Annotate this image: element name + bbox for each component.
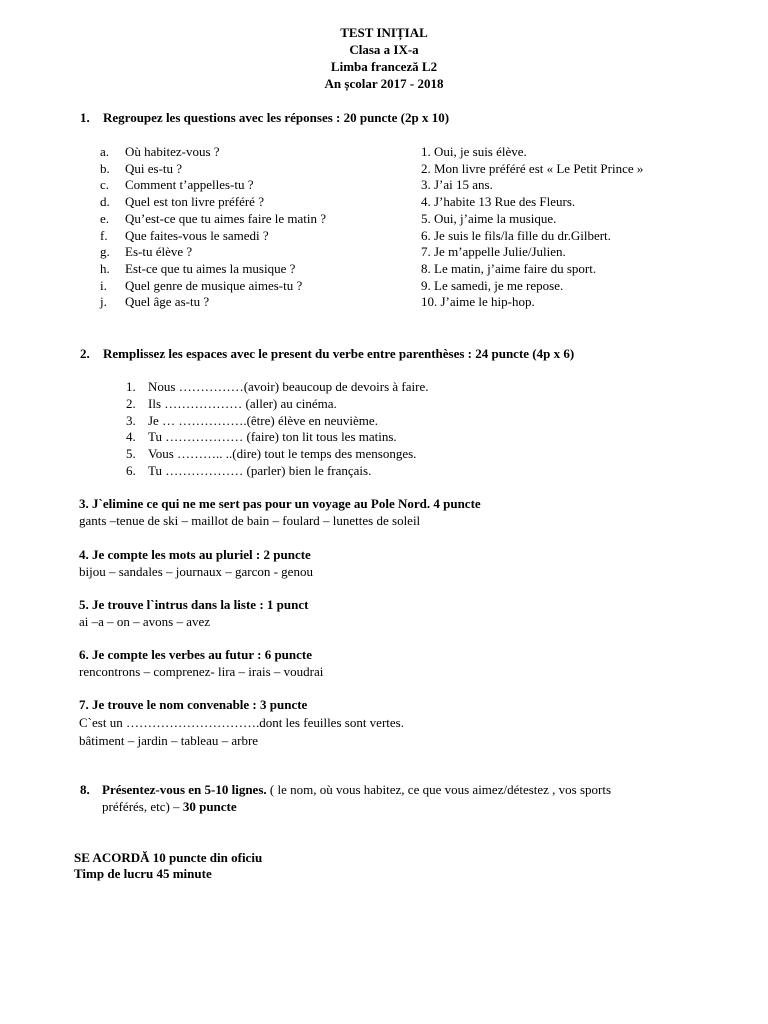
q2-item-number: 4. [126,429,136,445]
q2-item-text: Tu ……………… (faire) ton lit tous les matins. [148,429,397,445]
q1-question-text: Es-tu élève ? [125,244,193,260]
q1-question-letter: b. [100,160,110,176]
q2-heading: Remplissez les espaces avec le present du verbe entre parenthèses : 24 puncte (4p x 6) [103,346,575,361]
q2-number: 2. [80,346,90,361]
q1-answer-item: 3. J’ai 15 ans. [421,177,493,193]
q1-number: 1. [80,110,90,125]
q2-item-number: 5. [126,446,136,462]
q1-answer-item: 1. Oui, je suis élève. [421,144,527,159]
q4-words: bijou – sandales – journaux – garcon - genou [79,564,313,579]
q8-detail2: préférés, etc) – [102,799,183,814]
q1-answer-item: 7. Je m’appelle Julie/Julien. [421,244,566,260]
q1-question-letter: h. [100,260,110,276]
q8-number: 8. [80,782,90,797]
q2-item-text: Vous ……….. ..(dire) tout le temps des mensonges. [148,446,417,462]
q7-heading: 7. Je trouve le nom convenable : 3 puncte [79,697,308,712]
q1-answer-item: 5. Oui, j’aime la musique. [421,210,557,226]
q1-question-text: Que faites-vous le samedi ? [125,227,269,243]
q1-question-letter: j. [100,294,107,310]
q8-line2 [102,799,237,815]
q1-question-letter: c. [100,177,110,193]
q3-heading: 3. J`elimine ce qui ne me sert pas pour un voyage au Pole Nord. 4 puncte [79,496,481,511]
q1-question-text: Quel est ton livre préféré ? [125,194,264,210]
q3-words: gants –tenue de ski – maillot de bain – foulard – lunettes de soleil [79,513,421,528]
q6-words: rencontrons – comprenez- lira – irais – voudrai [79,664,324,679]
q1-question-letter: d. [100,194,110,210]
q1-answer-item: 6. Je suis le fils/la fille du dr.Gilbert. [421,227,611,243]
q7-sentence: C`est un ………………………….dont les feuilles sont vertes. [79,715,404,730]
class-line: Clasa a IX-a [349,42,419,57]
q1-question-text: Qu’est-ce que tu aimes faire le matin ? [125,210,327,226]
q8-heading: Présentez-vous en 5-10 lignes. [102,782,267,797]
document-title: TEST INIȚIAL [340,25,428,40]
q1-question-text: Est-ce que tu aimes la musique ? [125,260,296,276]
q1-question-text: Comment t’appelles-tu ? [125,177,254,193]
q1-question-text: Quel âge as-tu ? [125,294,210,310]
q1-question-letter: i. [100,277,107,293]
q1-answer-item: 9. Le samedi, je me repose. [421,277,564,293]
q1-heading: Regroupez les questions avec les réponses : 20 puncte (2p x 10) [103,110,450,125]
q5-heading: 5. Je trouve l`intrus dans la liste : 1 punct [79,597,309,612]
q7-words: bâtiment – jardin – tableau – arbre [79,733,259,748]
q2-item-text: Tu ……………… (parler) bien le français. [148,463,372,478]
q1-answer-item: 8. Le matin, j’aime faire du sport. [421,260,597,276]
school-year-line: An școlar 2017 - 2018 [324,76,444,91]
q1-question-letter: g. [100,244,110,260]
q1-question-letter: e. [100,210,110,226]
q2-item-number: 1. [126,379,136,394]
q1-question-text: Quel genre de musique aimes-tu ? [125,277,303,293]
q1-question-text: Qui es-tu ? [125,160,183,176]
q1-question-letter: f. [100,227,108,243]
official-points-line: SE ACORDĂ 10 puncte din oficiu [74,850,263,865]
q1-answer-item: 2. Mon livre préféré est « Le Petit Prince » [421,160,644,176]
q4-heading: 4. Je compte les mots au pluriel : 2 puncte [79,547,311,562]
subject-line: Limba franceză L2 [330,59,438,74]
q8-points: 30 puncte [182,799,237,814]
q1-question-letter: a. [100,144,110,159]
q2-item-number: 6. [126,463,136,478]
q5-words: ai –a – on – avons – avez [79,614,211,629]
q1-question-text: Où habitez-vous ? [125,144,220,159]
q1-answer-item: 4. J’habite 13 Rue des Fleurs. [421,194,576,210]
q2-item-text: Ils ……………… (aller) au cinéma. [148,395,337,411]
q2-item-text: Nous ……………(avoir) beaucoup de devoirs à faire. [148,379,429,394]
q8-line1 [102,782,611,798]
q8-detail: ( le nom, où vous habitez, ce que vous aimez/détestez , vos sports [266,782,612,797]
q2-item-number: 3. [126,412,136,428]
duration-line: Timp de lucru 45 minute [74,866,212,881]
q6-heading: 6. Je compte les verbes au futur : 6 puncte [79,647,313,662]
q2-item-number: 2. [126,395,136,411]
q2-item-text: Je … …………….(être) élève en neuvième. [148,412,378,428]
q1-answer-item: 10. J’aime le hip-hop. [421,294,535,310]
